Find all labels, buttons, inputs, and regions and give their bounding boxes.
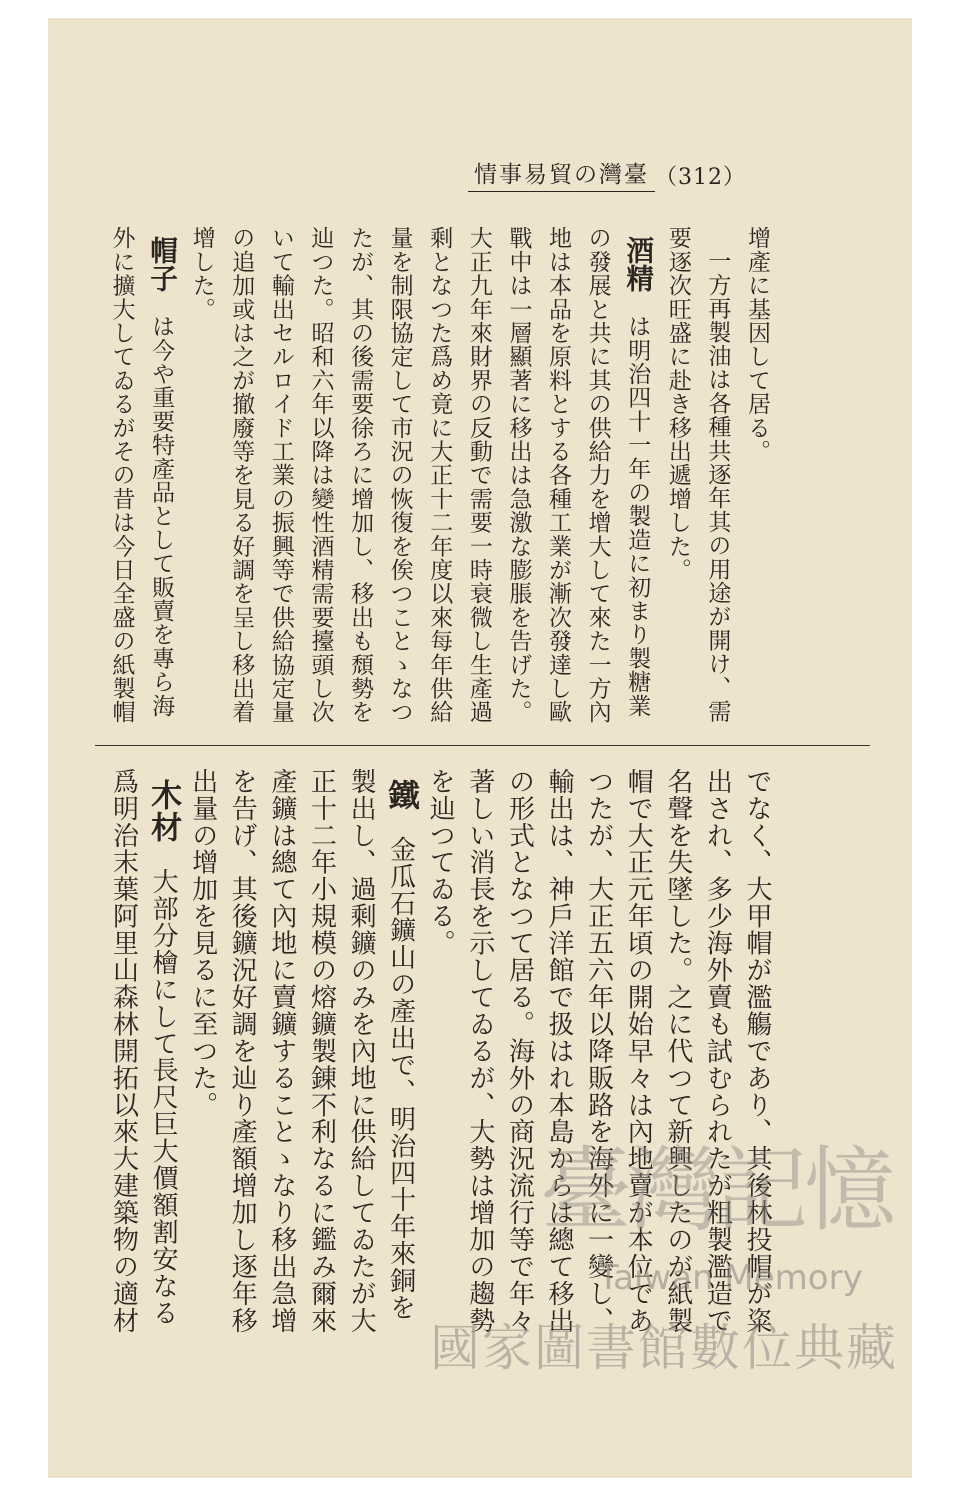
- lower-text-block: [102, 768, 776, 1334]
- text-column: 增產に基因して居る。: [744, 226, 770, 463]
- text-column: 出量の增加を見るに至つた。: [187, 768, 218, 1119]
- text-column: 外に擴大してゐるがその昔は今日全盛の紙製帽: [108, 226, 135, 724]
- text-column: の發展と共に其の供給力を增大して來た一方內: [584, 226, 611, 724]
- text-column: たが、其の後需要徐ろに增加し、移出も頹勢を: [347, 226, 374, 724]
- section-heading: 木材: [145, 778, 182, 844]
- section-heading: 帽子: [145, 235, 179, 293]
- text-column: を辿つてゐる。: [425, 768, 456, 957]
- text-column: 著しい消長を示してゐるが、大勢は增加の趨勢: [464, 768, 495, 1334]
- watermark-english: Taiwan Memory: [598, 1258, 863, 1298]
- running-title: 臺灣の貿易事情: [468, 161, 655, 192]
- text-column: 辿つた。昭和六年以降は變性酒精需要擡頭し次: [307, 226, 334, 724]
- section-heading: 鐵: [382, 778, 419, 812]
- text-column: 一方再製油は各種共逐年其の用途が開け、需: [704, 249, 731, 723]
- text-column: 量を制限協定して市況の恢復を俟つことゝなつ: [386, 226, 413, 724]
- text-column: 戰中は一層顯著に移出は急激な膨脹を告げた。: [505, 226, 532, 724]
- text-column: いて輸出セルロイド工業の振興等で供給協定量: [267, 226, 294, 724]
- text-column: 增した。: [188, 226, 215, 321]
- text-column: 產鑛は總て內地に賣鑛することゝなり移出急增: [266, 768, 297, 1334]
- text-column: つたが、大正五六年以降販路を海外に一變し、: [583, 768, 614, 1334]
- upper-text-block: [102, 226, 776, 724]
- section-heading: 酒精: [621, 235, 655, 293]
- text-column: [617, 226, 658, 724]
- running-head: [468, 158, 746, 192]
- text-column: を告げ、其後鑛況好調を辿り產額增加し逐年移: [227, 768, 258, 1334]
- text-column: [141, 226, 182, 724]
- column-text: 金瓜石鑛山の產出で、明治四十年來銅を: [385, 836, 416, 1322]
- text-column: 輸出は、神戶洋館で扱はれ本島からは總て移出: [544, 768, 575, 1334]
- text-column: 大正九年來財界の反動で需要一時衰微し生產過: [465, 226, 492, 724]
- text-column: の形式となつて居る。海外の商況流行等で年々: [504, 768, 535, 1334]
- text-column: の追加或は之が撤廢等を見る好調を呈し移出着: [228, 226, 255, 724]
- text-column: 爲明治末葉阿里山森林開拓以來大建築物の適材: [108, 768, 139, 1334]
- text-column: 帽で大正元年頃の開始早々は內地賣が本位であ: [623, 768, 654, 1334]
- watermark-logo: 臺灣記憶: [540, 1137, 893, 1244]
- text-column: [380, 768, 420, 1334]
- text-column: 地は本品を原料とする各種工業が漸次發達し歐: [545, 226, 572, 724]
- text-column: 要逐次旺盛に赴き移出遞增した。: [664, 226, 691, 582]
- text-column: 名聲を失墜した。之に代つて新興したのが紙製: [662, 768, 693, 1334]
- column-text: 大部分檜にして長尺巨大價額割安なる: [148, 868, 179, 1327]
- text-column: 正十二年小規模の熔鑛製錬不利なるに鑑み爾來: [306, 768, 337, 1334]
- text-column: 出され、多少海外賣も試むられたが粗製濫造で: [702, 768, 733, 1334]
- text-column: でなく、大甲帽が濫觴であり、其後林投帽が粢: [742, 768, 772, 1334]
- text-column: [143, 768, 183, 1334]
- section-divider: [95, 745, 870, 746]
- column-text: は明治四十一年の製造に初まり製糖業: [624, 314, 651, 718]
- text-column: 製出し、過剩鑛のみを內地に供給してゐたが大: [346, 768, 377, 1334]
- watermark-institution: 國家圖書館數位典藏: [430, 1319, 898, 1377]
- page-number: （312）: [655, 165, 746, 190]
- text-column: 剩となつた爲め竟に大正十二年度以來每年供給: [426, 226, 453, 724]
- column-text: は今や重要特產品として販賣を專ら海: [148, 314, 175, 718]
